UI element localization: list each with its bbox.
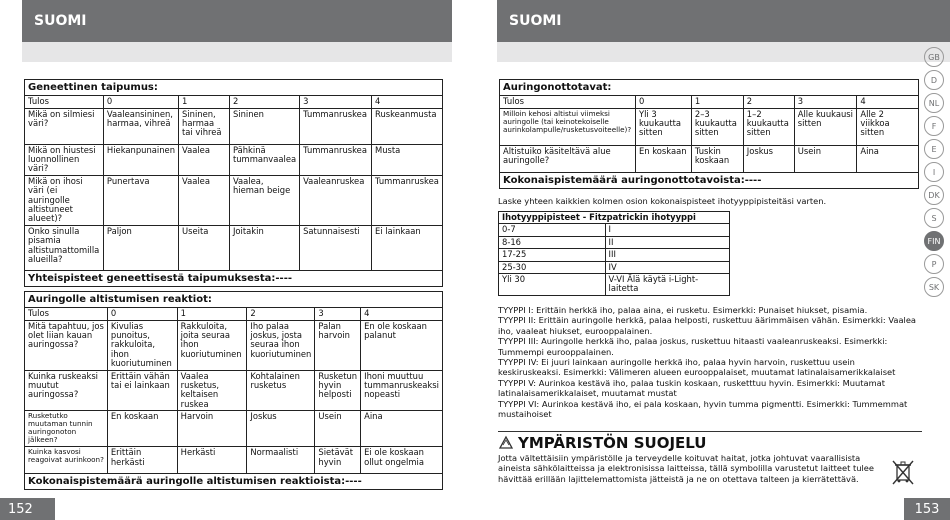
type-cell: III: [605, 249, 730, 261]
answer-cell: Normaalisti: [247, 447, 315, 474]
answer-cell: Ei lainkaan: [372, 225, 443, 270]
question-cell: Onko sinulla pisamia altistumattomilla alueilla?: [25, 225, 104, 270]
head-cell: Tulos: [25, 308, 108, 320]
lang-tab-gb[interactable]: GB: [924, 47, 944, 67]
table-row: [25, 411, 443, 447]
table-row: [25, 225, 443, 270]
sunbathing-head-row: [500, 96, 919, 108]
skin-type-1: TYYPPI I: Erittäin herkkä iho, palaa aina, ei rusketu. Esimerkki: Punaiset hiukset, pisamia.: [498, 305, 868, 315]
question-cell: Mikä on hiustesi luonnollinen väri?: [25, 144, 104, 175]
answer-cell: En koskaan: [107, 411, 177, 447]
table-row: [25, 370, 443, 411]
question-cell: Milloin kehosi altistui viimeksi auringolle (tai keinotekoiselle aurinkolampulle/rusketusvoiteelle)?: [500, 108, 636, 145]
lang-tab-d[interactable]: D: [924, 70, 944, 90]
answer-cell: Sietävät hyvin: [315, 447, 361, 474]
head-cell: 0: [635, 96, 691, 108]
head-cell: Tulos: [25, 96, 104, 108]
score-cell: 17-25: [499, 249, 606, 261]
genetic-head-row: [25, 96, 443, 108]
table-row: [499, 274, 730, 296]
answer-cell: Hiekanpunainen: [103, 144, 178, 175]
head-cell: 4: [361, 308, 443, 320]
left-page-number: [0, 498, 55, 520]
skin-type-6: TYYPPI VI: Aurinkoa kestävä iho, ei pala koskaan, hyvin tumma pigmentti. Esimerkki: Tummemmat mustaihoiset: [498, 398, 908, 420]
fitzpatrick-title: Ihotyyppipisteet - Fitzpatrickin ihotyyppi: [499, 212, 730, 224]
question-cell: Mikä on silmiesi väri?: [25, 108, 104, 144]
answer-cell: Vaalea: [179, 175, 230, 225]
head-cell: 1: [177, 308, 247, 320]
table-row: [499, 249, 730, 261]
skin-types: [498, 305, 920, 419]
answer-cell: Tummanruskea: [372, 175, 443, 225]
lang-tab-sk[interactable]: SK: [924, 277, 944, 297]
answer-cell: Tummanruskea: [300, 144, 372, 175]
table-row: [499, 261, 730, 273]
answer-cell: Alle kuukausi sitten: [794, 108, 857, 145]
answer-cell: Vaalea rusketus, keltaisen ruskea: [177, 370, 247, 411]
answer-cell: Punertava: [103, 175, 178, 225]
question-cell: Mikä on ihosi väri (ei auringolle altistuneet alueet)?: [25, 175, 104, 225]
type-cell: IV: [605, 261, 730, 273]
answer-cell: Musta: [372, 144, 443, 175]
answer-cell: Sininen: [229, 108, 299, 144]
head-cell: 2: [743, 96, 794, 108]
score-cell: 8-16: [499, 236, 606, 248]
head-cell: 3: [794, 96, 857, 108]
sunbathing-title: Auringonottotavat:: [500, 80, 919, 96]
page-number-text: 153: [914, 501, 940, 517]
weee-bin-icon: [890, 458, 916, 486]
lang-tab-dk[interactable]: DK: [924, 185, 944, 205]
right-page-number: [904, 498, 950, 520]
answer-cell: Vaaleansininen, harmaa, vihreä: [103, 108, 178, 144]
head-cell: 1: [179, 96, 230, 108]
answer-cell: Sininen, harmaa tai vihreä: [179, 108, 230, 144]
lang-tab-i[interactable]: I: [924, 162, 944, 182]
lang-tab-nl[interactable]: NL: [924, 93, 944, 113]
table-row: [25, 320, 443, 370]
lang-tab-s[interactable]: S: [924, 208, 944, 228]
environment-title: YMPÄRISTÖN SUOJELU: [518, 434, 707, 452]
sunbathing-total: Kokonaispistemäärä auringonottotavoista:----: [500, 172, 919, 188]
type-cell: I: [605, 224, 730, 236]
answer-cell: Erittäin vähän tai ei lainkaan: [107, 370, 177, 411]
answer-cell: Alle 2 viikkoa sitten: [857, 108, 919, 145]
answer-cell: Rusketun hyvin helposti: [315, 370, 361, 411]
question-cell: Mitä tapahtuu, jos olet liian kauan auringossa?: [25, 320, 108, 370]
question-cell: Kuinka kasvosi reagoivat aurinkoon?: [25, 447, 108, 474]
answer-cell: Aina: [857, 145, 919, 172]
lang-tab-f[interactable]: F: [924, 116, 944, 136]
language-tabs: [923, 47, 945, 300]
answer-cell: Paljon: [103, 225, 178, 270]
head-cell: 2: [229, 96, 299, 108]
head-cell: 3: [300, 96, 372, 108]
answer-cell: Erittäin herkästi: [107, 447, 177, 474]
skin-type-4: TYYPPI IV: Ei juuri lainkaan auringolle herkkä iho, palaa hyvin harvoin, ruskettuu usein keskiruskeaksi. Esimerkki: Välimeren alueen eurooppalaiset, muutamat latinalaisamerikkalaiset: [498, 357, 896, 378]
score-cell: 0-7: [499, 224, 606, 236]
answer-cell: Vaalea: [179, 144, 230, 175]
reaction-total: Kokonaispistemäärä auringolle altistumisen reaktioista:----: [25, 474, 443, 490]
answer-cell: Ruskeanmusta: [372, 108, 443, 144]
answer-cell: Ei ole koskaan ollut ongelmia: [361, 447, 443, 474]
answer-cell: Tuskin koskaan: [691, 145, 743, 172]
right-header: [497, 0, 950, 42]
environment-text: Jotta vältettäisiin ympäristölle ja terveydelle koituvat haitat, jotka johtuvat vaarallisista aineista sähkölaitteissa ja elektronisissa laitteissa, tällä symbolilla varustetut laitteet tulee hävittää erillään lajittelemattomista jätteistä ja ne on otettava talteen ja kierrätettävä.: [498, 453, 875, 484]
score-cell: 25-30: [499, 261, 606, 273]
genetic-table: [24, 79, 443, 287]
answer-cell: Usein: [794, 145, 857, 172]
skin-type-3: TYYPPI III: Auringolle herkkä iho, palaa joskus, ruskettuu hitaasti vaaleanruskeaksi. Esimerkki: Tummempi eurooppalainen.: [498, 336, 888, 357]
table-row: [25, 108, 443, 144]
question-cell: Rusketutko muutaman tunnin auringonoton jälkeen?: [25, 411, 108, 447]
sum-note: Laske yhteen kaikkien kolmen osion kokonaispisteet ihotyyppipisteitäsi varten.: [498, 196, 827, 206]
lang-tab-fin[interactable]: FIN: [924, 231, 944, 251]
answer-cell: En koskaan: [635, 145, 691, 172]
answer-cell: Palan harvoin: [315, 320, 361, 370]
answer-cell: Aina: [361, 411, 443, 447]
genetic-title: Geneettinen taipumus:: [25, 80, 443, 96]
skin-type-2: TYYPPI II: Erittäin auringolle herkkä, palaa helposti, ruskettuu äärimmäisen vähän. Esimerkki: Vaalea iho, vaaleat hiukset, eurooppalainen.: [498, 315, 917, 336]
table-row: [25, 447, 443, 474]
table-row: [499, 224, 730, 236]
answer-cell: En ole koskaan palanut: [361, 320, 443, 370]
reaction-title: Auringolle altistumisen reaktiot:: [25, 292, 443, 308]
answer-cell: Yli 3 kuukautta sitten: [635, 108, 691, 145]
fitzpatrick-table: [498, 211, 730, 296]
table-row: [499, 236, 730, 248]
answer-cell: 1–2 kuukautta sitten: [743, 108, 794, 145]
answer-cell: Rakkuloita, joita seuraa ihon kuoriutuminen: [177, 320, 247, 370]
lang-tab-e[interactable]: E: [924, 139, 944, 159]
environment-section: [498, 431, 922, 484]
head-cell: 0: [103, 96, 178, 108]
table-row: [500, 108, 919, 145]
table-row: [25, 144, 443, 175]
answer-cell: Kivulias punoitus, rakkuloita, ihon kuoriutuminen: [107, 320, 177, 370]
left-header-strip: [22, 42, 452, 62]
answer-cell: Vaaleanruskea: [300, 175, 372, 225]
answer-cell: Useita: [179, 225, 230, 270]
head-cell: 1: [691, 96, 743, 108]
head-cell: 4: [857, 96, 919, 108]
sunbathing-table: [499, 79, 919, 189]
left-header: [22, 0, 452, 42]
recycle-icon: [498, 435, 514, 451]
skin-type-5: TYYPPI V: Aurinkoa kestävä iho, palaa tuskin koskaan, rusketttuu hyvin. Esimerkki: Muutamat latinalaisamerikkalaiset, muutamat mustat: [498, 377, 886, 399]
answer-cell: Kohtalainen rusketus: [247, 370, 315, 411]
right-header-strip: [497, 42, 950, 62]
head-cell: 2: [247, 308, 315, 320]
answer-cell: Satunnaisesti: [300, 225, 372, 270]
question-cell: Altistuiko käsiteltävä alue auringolle?: [500, 145, 636, 172]
answer-cell: Joskus: [743, 145, 794, 172]
answer-cell: Usein: [315, 411, 361, 447]
head-cell: 0: [107, 308, 177, 320]
type-cell: II: [605, 236, 730, 248]
answer-cell: Herkästi: [177, 447, 247, 474]
table-row: [500, 145, 919, 172]
answer-cell: Harvoin: [177, 411, 247, 447]
reaction-head-row: [25, 308, 443, 320]
left-header-title: SUOMI: [34, 13, 87, 29]
answer-cell: Iho palaa joskus, josta seuraa ihon kuoriutuminen: [247, 320, 315, 370]
answer-cell: Ihoni muuttuu tummanruskeaksi nopeasti: [361, 370, 443, 411]
answer-cell: 2–3 kuukautta sitten: [691, 108, 743, 145]
answer-cell: Vaalea, hieman beige: [229, 175, 299, 225]
answer-cell: Tummanruskea: [300, 108, 372, 144]
page-number-text: 152: [8, 501, 33, 517]
score-cell: Yli 30: [499, 274, 606, 296]
answer-cell: Joskus: [247, 411, 315, 447]
type-cell: V-VI Älä käytä i-Light-laitetta: [605, 274, 730, 296]
answer-cell: Pähkinä tummanvaalea: [229, 144, 299, 175]
head-cell: 3: [315, 308, 361, 320]
answer-cell: Joitakin: [229, 225, 299, 270]
genetic-total: Yhteispisteet geneettisestä taipumuksesta:----: [25, 270, 443, 286]
head-cell: 4: [372, 96, 443, 108]
lang-tab-p[interactable]: P: [924, 254, 944, 274]
table-row: [25, 175, 443, 225]
reaction-table: [24, 291, 443, 490]
question-cell: Kuinka ruskeaksi muutut auringossa?: [25, 370, 108, 411]
head-cell: Tulos: [500, 96, 636, 108]
right-header-title: SUOMI: [509, 13, 562, 29]
